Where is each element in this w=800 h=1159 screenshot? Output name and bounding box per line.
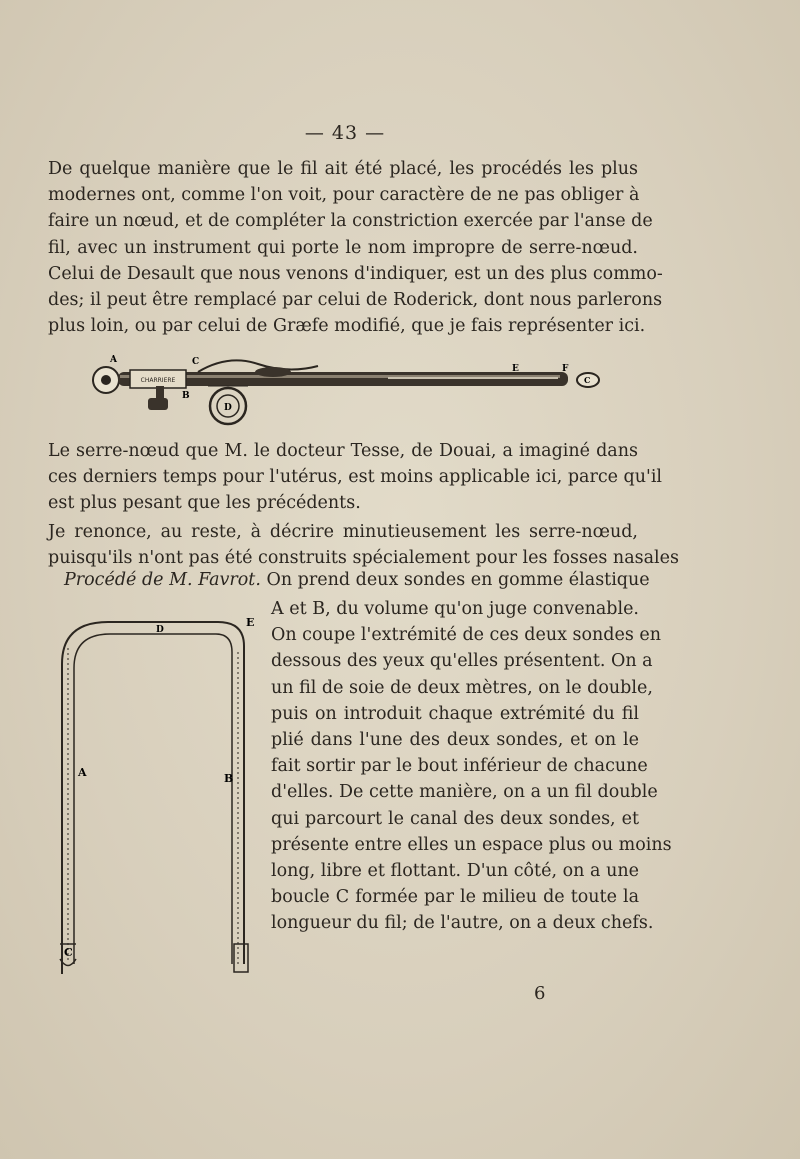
text-line: ces derniers temps pour l'utérus, est moins applicable ici, parce qu'il	[48, 467, 663, 488]
text-line: On coupe l'extrémité de ces deux sondes en	[271, 625, 662, 646]
fig1-label-b: B	[182, 391, 190, 401]
fig2-label-a: A	[78, 766, 87, 779]
text-line: longueur du fil; de l'autre, on a deux chefs.	[271, 913, 654, 934]
text-line: qui parcourt le canal des deux sondes, et	[271, 808, 639, 829]
page-number: — 43 —	[304, 122, 386, 144]
fig2-label-e: E	[246, 616, 255, 629]
paragraph-favrot	[271, 596, 672, 937]
text-line: fait sortir par le bout inférieur de chacune	[271, 756, 648, 777]
fig1-label-c-left: C	[192, 357, 200, 367]
text-line: long, libre et flottant. D'un côté, on a une	[271, 861, 639, 882]
favrot-heading: Procédé de M. Favrot.	[64, 570, 261, 590]
fig2-label-d: D	[156, 625, 164, 635]
signature-mark: 6	[534, 983, 546, 1004]
text-line: fil, avec un instrument qui porte le nom impropre de serre-nœud.	[48, 237, 638, 258]
fig2-label-c: C	[64, 946, 73, 959]
fig1-label-a: A	[110, 355, 117, 365]
text-line: un fil de soie de deux mètres, on le double,	[271, 677, 653, 698]
favrot-first-line: On prend deux sondes en gomme élastique	[266, 570, 650, 590]
paragraph-tesse	[48, 438, 663, 517]
fig1-label-f: F	[562, 364, 569, 374]
text-line: présente entre elles un espace plus ou moins	[271, 834, 672, 855]
text-line: Le serre-nœud que M. le docteur Tesse, de Douai, a imaginé dans	[48, 441, 638, 461]
text-line: A et B, du volume qu'on juge convenable.	[271, 599, 639, 619]
charriere-mark: CHARRIERE	[140, 377, 176, 384]
text-line: dessous des yeux qu'elles présentent. On a	[271, 651, 653, 672]
text-line: d'elles. De cette manière, on a un fil double	[271, 782, 658, 803]
paragraph-renonce	[48, 519, 679, 571]
text-line: De quelque manière que le fil ait été placé, les procédés les plus	[48, 159, 638, 179]
paragraph-serre-noeud-intro	[48, 156, 663, 339]
fig1-label-e: E	[512, 364, 519, 374]
text-line: modernes ont, comme l'on voit, pour caractère de ne pas obliger à	[48, 185, 640, 206]
fig1-label-d: D	[224, 403, 232, 413]
text-line: Celui de Desault que nous venons d'indiquer, est un des plus commo-	[48, 263, 663, 284]
text-line: boucle C formée par le milieu de toute la	[271, 887, 639, 908]
text-line: plus loin, ou par celui de Græfe modifié, que je fais représenter ici.	[48, 316, 646, 337]
text-line: puis on introduit chaque extrémité du fil	[271, 703, 639, 724]
fig1-label-c-tip: C	[584, 375, 591, 385]
text-line: plié dans l'une des deux sondes, et on le	[271, 730, 639, 751]
text-line: puisqu'ils n'ont pas été construits spécialement pour les fosses nasales	[48, 548, 679, 569]
text-line: Je renonce, au reste, à décrire minutieusement les serre-nœud,	[48, 522, 638, 542]
text-line: est plus pesant que les précédents.	[48, 493, 361, 514]
text-line: des; il peut être remplacé par celui de Roderick, dont nous parlerons	[48, 290, 663, 311]
text-line: faire un nœud, et de compléter la constriction exercée par l'anse de	[48, 211, 653, 232]
favrot-heading-line	[64, 570, 650, 590]
serre-noeud-illustration	[88, 350, 608, 430]
fig2-label-b: B	[224, 772, 234, 785]
sondes-illustration	[48, 604, 270, 982]
